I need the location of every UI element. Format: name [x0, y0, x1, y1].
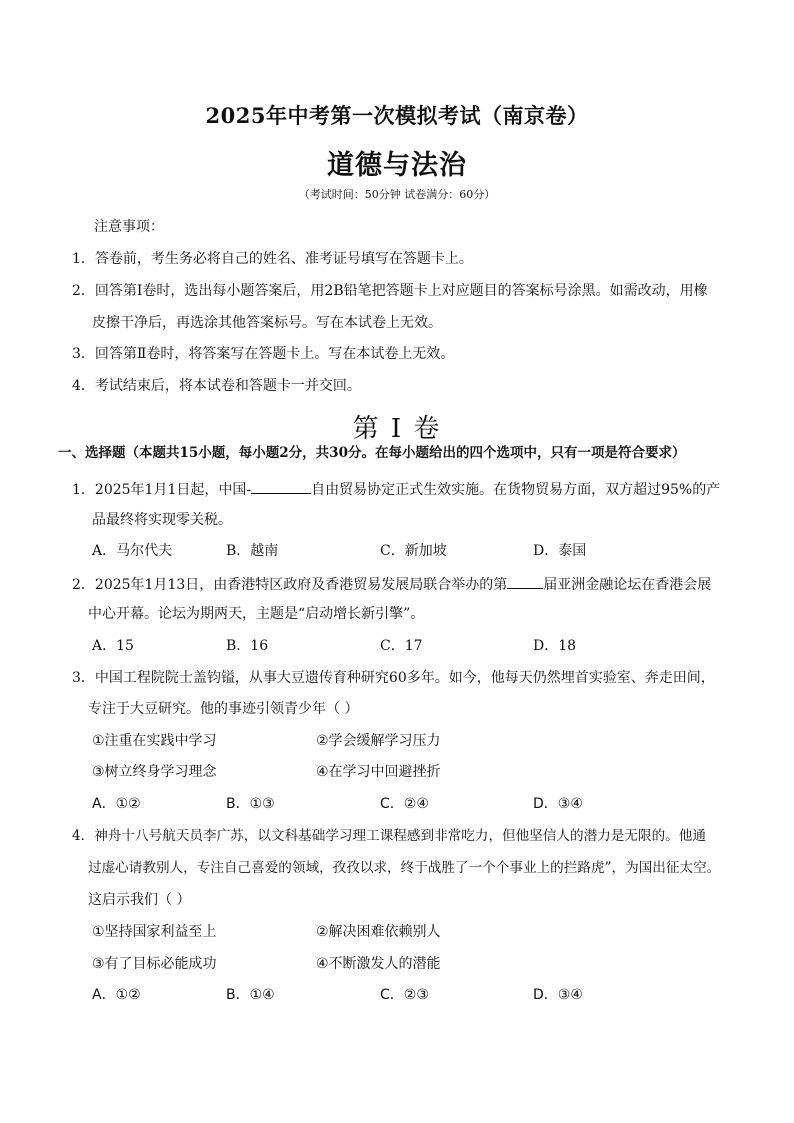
option-d: D．③④: [533, 987, 583, 1003]
instruction-part: 一、选择题（本题共15小题，每小题2分，共30分。在每小题给出的: [58, 445, 470, 461]
choice-1: ①坚持国家利益至上: [92, 924, 217, 940]
option-d: D．泰国: [533, 543, 587, 559]
option-b: B．①④: [226, 987, 275, 1003]
instruction-emphasis: 四个选项中: [469, 445, 537, 461]
question-4-line: 这启示我们（ ）: [88, 892, 191, 908]
question-4-line: 4．神舟十八号航天员李广苏，以文科基础学习理工课程感到非常吃力，但他坚信人的潜力是无限的。他通: [72, 828, 706, 844]
section-instruction: [58, 443, 685, 463]
section-title: 第 I 卷: [352, 414, 442, 444]
option-a: A．①②: [92, 796, 141, 812]
question-3-line: 3．中国工程院院士盖钧镒，从事大豆遗传育种研究60多年。如今，他每天仍然埋首实验室、奔走田间，: [72, 670, 715, 686]
option-c: C．17: [380, 638, 423, 654]
question-4-line: 过虚心请教别人，专注自己喜爱的领域，孜孜以求，终于战胜了一个个事业上的拦路虎”，为国出征太空。: [88, 860, 721, 876]
question-text: 1．2025年1月1日起，中国-: [72, 482, 252, 498]
question-text: 自由贸易协定正式生效实施。在货物贸易方面，双方超过95%的产: [311, 482, 721, 498]
notes-heading: 注意事项：: [94, 219, 164, 235]
question-3-line: 专注于大豆研究。他的事迹引领青少年（ ）: [88, 701, 359, 717]
option-a: A．马尔代夫: [92, 543, 173, 559]
option-b: B．越南: [226, 543, 279, 559]
choice-4: ④不断激发人的潜能: [316, 956, 441, 972]
question-1-line: 品最终将实现零关税。: [92, 512, 232, 528]
option-a: A．15: [92, 638, 134, 654]
option-d: D．③④: [533, 796, 583, 812]
option-c: C．②③: [380, 987, 429, 1003]
question-text: 届亚洲金融论坛在香港会展: [543, 577, 712, 593]
subject-title: 道德与法治: [327, 150, 467, 181]
question-text: 2．2025年1月13日，由香港特区政府及香港贸易发展局联合举办的第: [72, 577, 508, 593]
option-b: B．①③: [226, 796, 275, 812]
choice-3: ③有了目标必能成功: [92, 956, 217, 972]
note-item-continued: 皮擦干净后，再选涂其他答案标号。写在本试卷上无效。: [92, 315, 442, 331]
option-c: C．新加坡: [380, 543, 447, 559]
option-a: A．①②: [92, 987, 141, 1003]
option-d: D．18: [533, 638, 577, 654]
note-item: 2．回答第Ⅰ卷时，选出每小题答案后，用2B铅笔把答题卡上对应题目的答案标号涂黑。如需改动，用橡: [72, 283, 708, 299]
answer-blank: [507, 574, 543, 589]
exam-meta: （考试时间：50分钟 试卷满分：60分）: [298, 188, 496, 201]
note-item: 1．答卷前，考生务必将自己的姓名、准考证号填写在答题卡上。: [72, 251, 473, 267]
choice-4: ④在学习中回避挫折: [316, 764, 441, 780]
exam-title: 2025年中考第一次模拟考试（南京卷）: [205, 103, 589, 128]
question-1-line: [72, 479, 720, 500]
note-item: 3．回答第Ⅱ卷时，将答案写在答题卡上。写在本试卷上无效。: [72, 346, 455, 362]
choice-3: ③树立终身学习理念: [92, 764, 217, 780]
choice-1: ①注重在实践中学习: [92, 733, 217, 749]
note-item: 4．考试结束后，将本试卷和答题卡一并交回。: [72, 378, 361, 394]
question-2-line: [72, 574, 711, 595]
choice-2: ②学会缓解学习压力: [316, 733, 441, 749]
option-b: B．16: [226, 638, 269, 654]
option-c: C．②④: [380, 796, 429, 812]
answer-blank: [251, 479, 311, 494]
choice-2: ②解决困难依赖别人: [316, 924, 441, 940]
question-2-line: 中心开幕。论坛为期两天，主题是“启动增长新引擎”。: [88, 606, 425, 622]
instruction-part: ，只有一项是符合要求）: [536, 445, 686, 461]
